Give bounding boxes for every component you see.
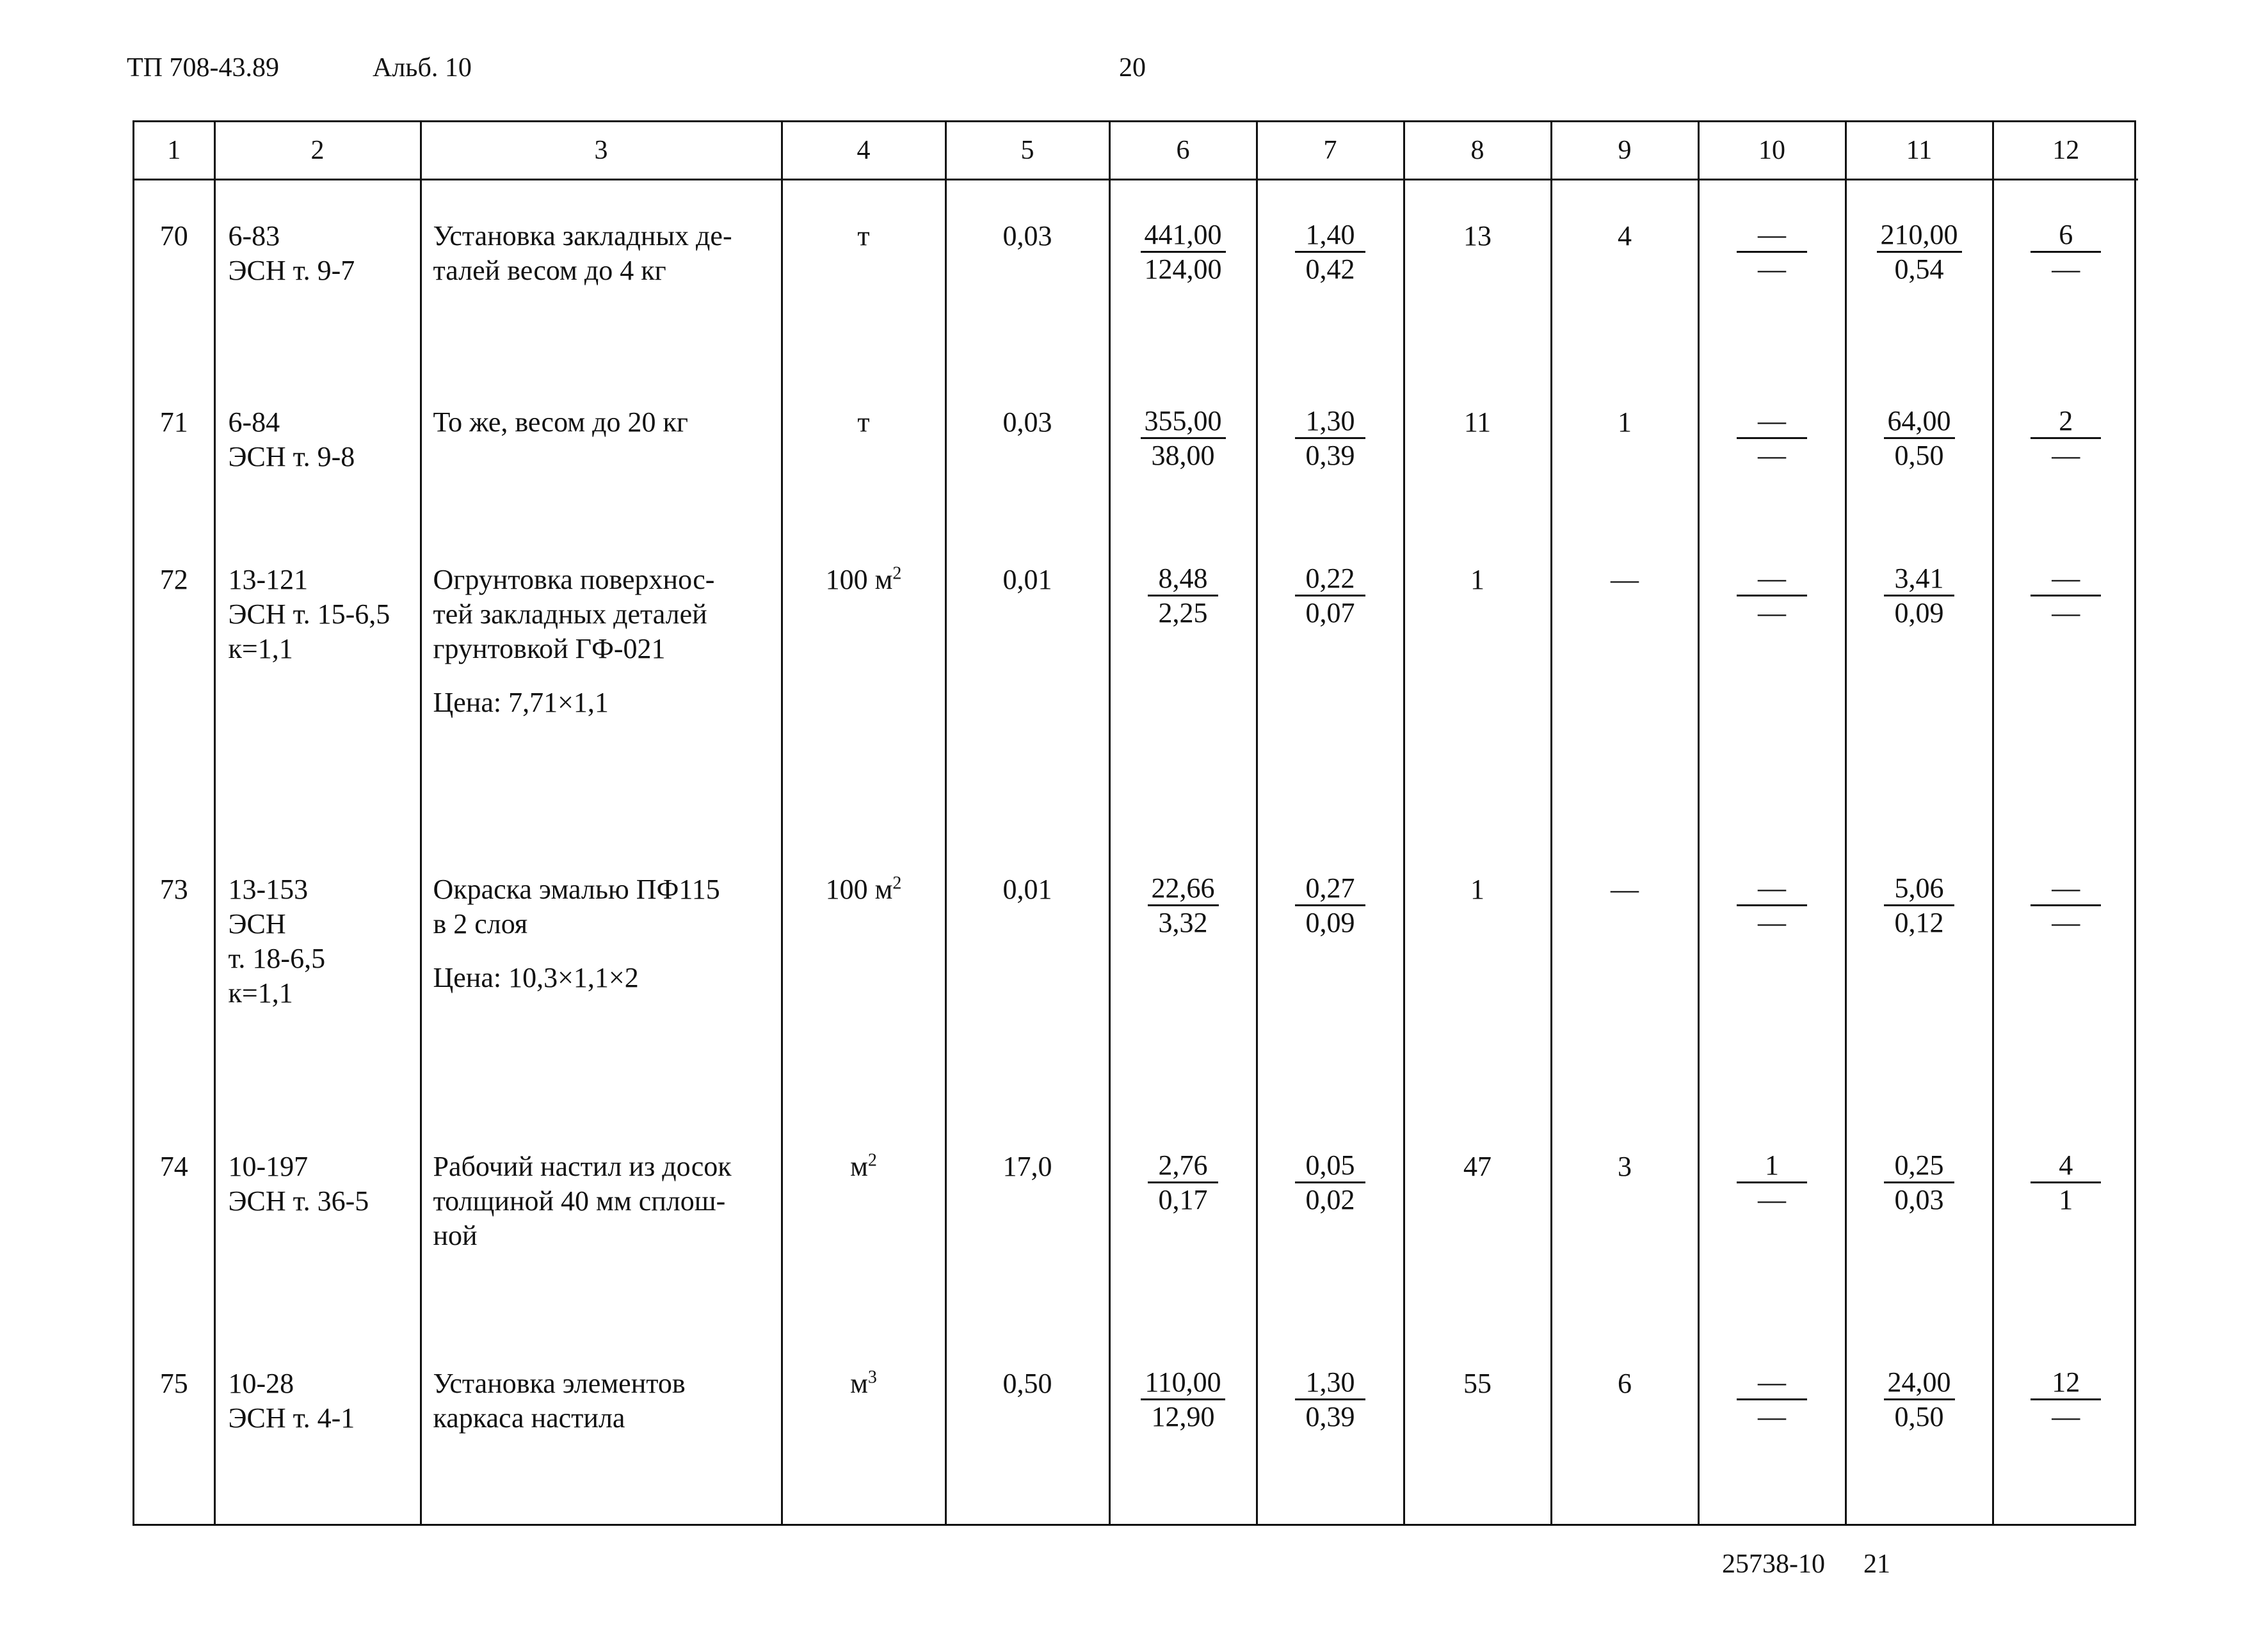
row-number: 74 <box>159 1150 188 1182</box>
quantity: 0,50 <box>945 1366 1109 1524</box>
col10-value: $\frac{—}{—}$ <box>1698 180 1846 405</box>
total-cost: $\frac{0,27}{0,09}$ <box>1257 872 1404 1149</box>
col10-value: $\frac{—}{—}$ <box>1698 563 1846 873</box>
column-header: 5 <box>945 122 1109 180</box>
work-description: Окраска эмалью ПФ115 в 2 слоя Цена: 10,3×1,1×2 <box>421 872 782 1149</box>
norm-code: 6-83 ЭСН т. 9-7 <box>214 180 421 405</box>
album-label: Альб. 10 <box>373 53 472 83</box>
col12-value: $\frac{6}{—}$ <box>1993 180 2138 405</box>
column-header: 4 <box>782 122 945 180</box>
col11-value: $\frac{0,25}{0,03}$ <box>1846 1149 1993 1366</box>
norm-code: 13-153 ЭСН т. 18-6,5 к=1,1 <box>214 872 421 1149</box>
quantity: 0,03 <box>945 405 1109 563</box>
column-header: 8 <box>1404 122 1551 180</box>
unit: т <box>782 405 945 563</box>
document-code: ТП 708-43.89 <box>127 53 279 83</box>
footer-code: 25738-10 <box>1722 1549 1825 1579</box>
price-note: Цена: 7,71×1,1 <box>433 686 609 718</box>
total-cost: $\frac{0,05}{0,02}$ <box>1257 1149 1404 1366</box>
col11-value: $\frac{64,00}{0,50}$ <box>1846 405 1993 563</box>
unit: 100 $м^2$ <box>782 872 945 1149</box>
col11-value: $\frac{210,00}{0,54}$ <box>1846 180 1993 405</box>
column-header: 2 <box>214 122 421 180</box>
col12-value: $\frac{12}{—}$ <box>1993 1366 2138 1524</box>
column-header: 12 <box>1993 122 2138 180</box>
col12-value: $\frac{2}{—}$ <box>1993 405 2138 563</box>
column-header: 9 <box>1551 122 1698 180</box>
unit-cost: $\frac{2,76}{0,17}$ <box>1109 1149 1257 1366</box>
norm-code: 10-197 ЭСН т. 36-5 <box>214 1149 421 1366</box>
col8-value: 1 <box>1404 563 1551 873</box>
footer-page: 21 <box>1863 1549 1890 1579</box>
col9-value: 4 <box>1551 180 1698 405</box>
unit-cost: $\frac{110,00}{12,90}$ <box>1109 1366 1257 1524</box>
col10-value: $\frac{—}{—}$ <box>1698 1366 1846 1524</box>
work-description: Рабочий настил из досок толщиной 40 мм сплош- ной <box>421 1149 782 1366</box>
work-description: Установка закладных де- талей весом до 4 кг <box>421 180 782 405</box>
col9-value: 3 <box>1551 1149 1698 1366</box>
col8-value: 1 <box>1404 872 1551 1149</box>
column-header: 10 <box>1698 122 1846 180</box>
table-row <box>134 180 2138 405</box>
unit-cost: $\frac{355,00}{38,00}$ <box>1109 405 1257 563</box>
col9-value: — <box>1551 563 1698 873</box>
price-note: Цена: 10,3×1,1×2 <box>433 962 639 994</box>
column-header: 3 <box>421 122 782 180</box>
unit: $м^3$ <box>782 1366 945 1524</box>
col11-value: $\frac{3,41}{0,09}$ <box>1846 563 1993 873</box>
table-row <box>134 563 2138 873</box>
row-number: 73 <box>159 874 188 906</box>
total-cost: $\frac{1,40}{0,42}$ <box>1257 180 1404 405</box>
total-cost: $\frac{0,22}{0,07}$ <box>1257 563 1404 873</box>
unit-cost: $\frac{22,66}{3,32}$ <box>1109 872 1257 1149</box>
unit-cost: $\frac{8,48}{2,25}$ <box>1109 563 1257 873</box>
unit: $м^2$ <box>782 1149 945 1366</box>
col10-value: $\frac{1}{—}$ <box>1698 1149 1846 1366</box>
col8-value: 47 <box>1404 1149 1551 1366</box>
estimate-table <box>133 120 2136 1526</box>
norm-code: 6-84 ЭСН т. 9-8 <box>214 405 421 563</box>
row-number: 72 <box>159 563 188 595</box>
row-number: 71 <box>159 406 188 438</box>
col9-value: — <box>1551 872 1698 1149</box>
col8-value: 55 <box>1404 1366 1551 1524</box>
row-number: 70 <box>159 220 188 252</box>
page-number: 20 <box>1119 53 1146 83</box>
unit: т <box>782 180 945 405</box>
col10-value: $\frac{—}{—}$ <box>1698 405 1846 563</box>
quantity: 0,03 <box>945 180 1109 405</box>
col11-value: $\frac{24,00}{0,50}$ <box>1846 1366 1993 1524</box>
col9-value: 1 <box>1551 405 1698 563</box>
col8-value: 11 <box>1404 405 1551 563</box>
table-row <box>134 872 2138 1149</box>
col11-value: $\frac{5,06}{0,12}$ <box>1846 872 1993 1149</box>
table-row <box>134 1149 2138 1366</box>
table-row <box>134 405 2138 563</box>
table-row <box>134 1366 2138 1524</box>
total-cost: $\frac{1,30}{0,39}$ <box>1257 405 1404 563</box>
column-header: 6 <box>1109 122 1257 180</box>
col12-value: $\frac{4}{1}$ <box>1993 1149 2138 1366</box>
col10-value: $\frac{—}{—}$ <box>1698 872 1846 1149</box>
col9-value: 6 <box>1551 1366 1698 1524</box>
col12-value: $\frac{—}{—}$ <box>1993 563 2138 873</box>
column-header-row <box>134 122 2138 180</box>
quantity: 0,01 <box>945 563 1109 873</box>
column-header: 7 <box>1257 122 1404 180</box>
unit-cost: $\frac{441,00}{124,00}$ <box>1109 180 1257 405</box>
total-cost: $\frac{1,30}{0,39}$ <box>1257 1366 1404 1524</box>
col12-value: $\frac{—}{—}$ <box>1993 872 2138 1149</box>
work-description: Огрунтовка поверхнос- тей закладных деталей грунтовкой ГФ-021 Цена: 7,71×1,1 <box>421 563 782 873</box>
norm-code: 13-121 ЭСН т. 15-6,5 к=1,1 <box>214 563 421 873</box>
col8-value: 13 <box>1404 180 1551 405</box>
row-number: 75 <box>159 1368 188 1400</box>
work-description: Установка элементов каркаса настила <box>421 1366 782 1524</box>
work-description: То же, весом до 20 кг <box>421 405 782 563</box>
quantity: 0,01 <box>945 872 1109 1149</box>
norm-code: 10-28 ЭСН т. 4-1 <box>214 1366 421 1524</box>
column-header: 1 <box>134 122 214 180</box>
column-header: 11 <box>1846 122 1993 180</box>
footer <box>1722 1549 1890 1580</box>
quantity: 17,0 <box>945 1149 1109 1366</box>
unit: 100 $м^2$ <box>782 563 945 873</box>
